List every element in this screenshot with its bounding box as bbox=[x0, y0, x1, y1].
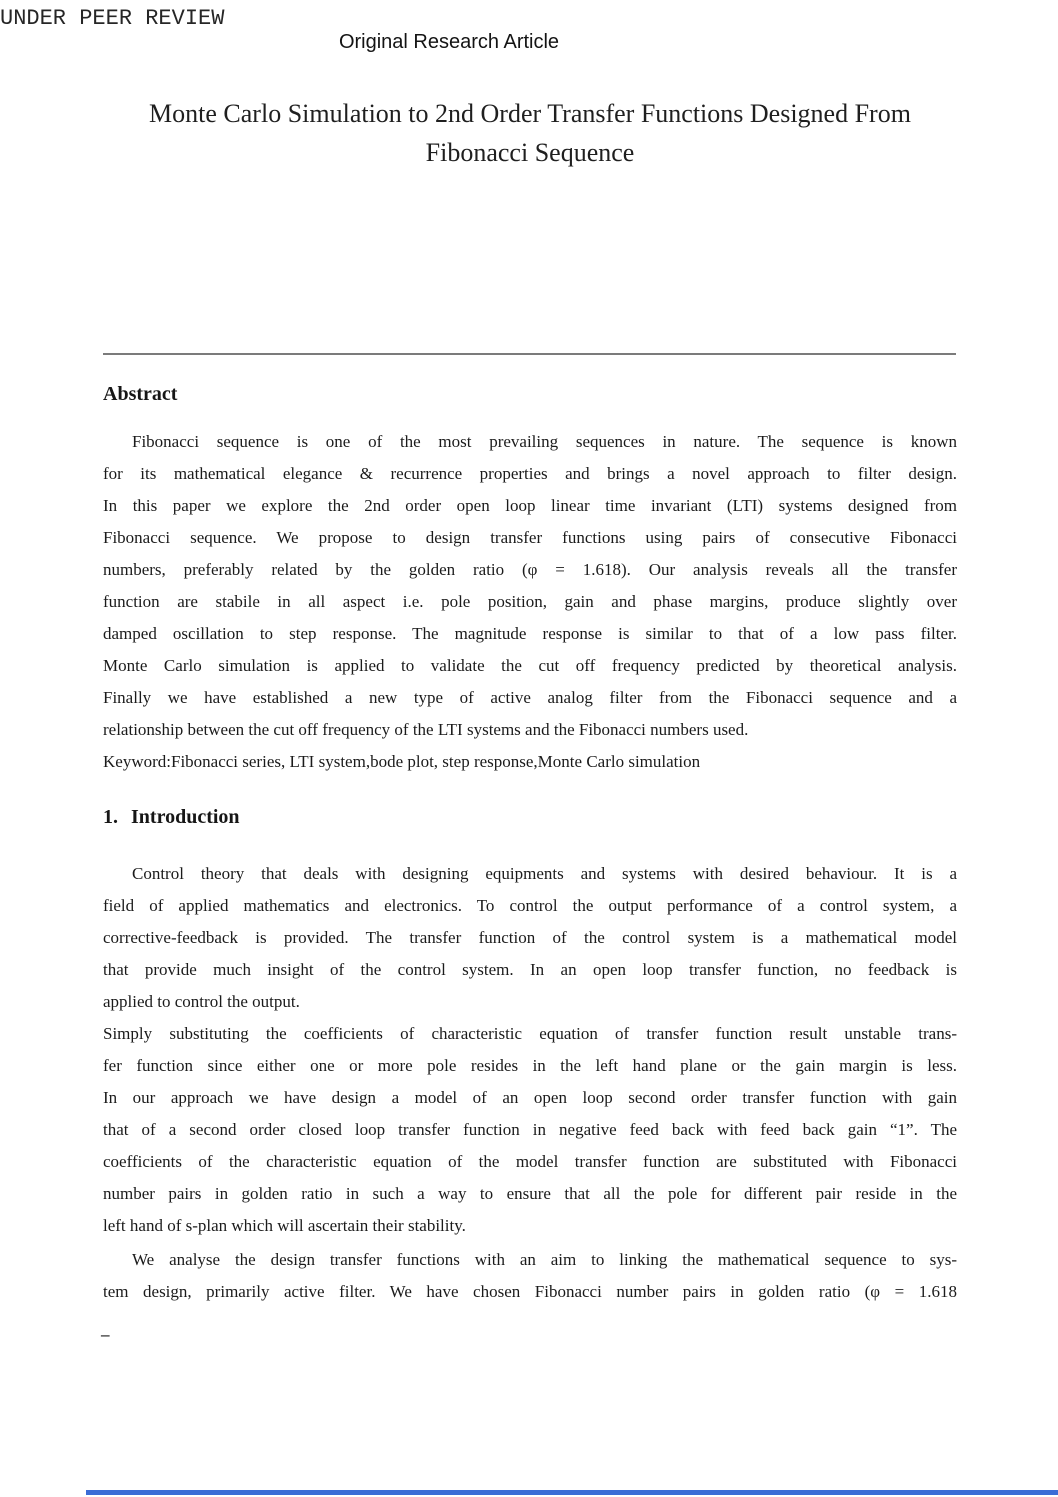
paper-title bbox=[103, 94, 957, 172]
section-title: Introduction bbox=[131, 806, 240, 828]
text-line: In this paper we explore the 2nd order open loop linear time invariant (LTI) systems designed from bbox=[103, 496, 957, 515]
text-line: Finally we have established a new type of active analog filter from the Fibonacci sequence and a bbox=[103, 688, 957, 707]
text-line: Fibonacci sequence. We propose to design transfer functions using pairs of consecutive Fibonacci bbox=[103, 528, 957, 547]
abstract-paragraph bbox=[103, 426, 957, 746]
text-line: number pairs in golden ratio in such a way to ensure that all the pole for different pair reside in the bbox=[103, 1184, 957, 1203]
text-line: applied to control the output. bbox=[103, 992, 300, 1011]
text-line: Control theory that deals with designing equipments and systems with desired behaviour. It is a bbox=[132, 864, 957, 883]
text-line: corrective-feedback is provided. The transfer function of the control system is a mathematical model bbox=[103, 928, 957, 947]
keyword-line: Keyword:Fibonacci series, LTI system,bode plot, step response,Monte Carlo simulation bbox=[103, 752, 701, 771]
text-line: that of a second order closed loop transfer function in negative feed back with feed back gain “1”. The bbox=[103, 1120, 957, 1139]
divider-rule bbox=[103, 353, 956, 355]
text-line: damped oscillation to step response. The magnitude response is similar to that of a low pass filter. bbox=[103, 624, 957, 643]
peer-review-watermark: UNDER PEER REVIEW bbox=[0, 6, 225, 31]
text-line: numbers, preferably related by the golden ratio (φ = 1.618). Our analysis reveals all the transfer bbox=[103, 560, 957, 579]
bottom-accent-bar bbox=[86, 1490, 1058, 1495]
text-line: We analyse the design transfer functions with an aim to linking the mathematical sequence to sys- bbox=[132, 1250, 957, 1269]
text-line: relationship between the cut off frequency of the LTI systems and the Fibonacci numbers used. bbox=[103, 720, 749, 739]
text-line: function are stabile in all aspect i.e. pole position, gain and phase margins, produce slightly over bbox=[103, 592, 957, 611]
text-line: Fibonacci sequence is one of the most prevailing sequences in nature. The sequence is known bbox=[132, 432, 957, 451]
introduction-paragraph-2 bbox=[103, 1018, 957, 1242]
introduction-paragraph-1 bbox=[103, 858, 957, 1018]
abstract-heading: Abstract bbox=[103, 383, 178, 405]
text-line: left hand of s-plan which will ascertain their stability. bbox=[103, 1216, 466, 1235]
text-line: Simply substituting the coefficients of characteristic equation of transfer function result unstable trans- bbox=[103, 1024, 957, 1043]
text-line: tem design, primarily active filter. We have chosen Fibonacci number pairs in golden ratio (φ = 1.618 bbox=[103, 1282, 957, 1301]
text-line: In our approach we have design a model of an open loop second order transfer function with gain bbox=[103, 1088, 957, 1107]
introduction-paragraph-3 bbox=[103, 1244, 957, 1308]
text-line: for its mathematical elegance & recurrence properties and brings a novel approach to filter design. bbox=[103, 464, 957, 483]
text-line: coefficients of the characteristic equation of the model transfer function are substituted with Fibonacci bbox=[103, 1152, 957, 1171]
text-line: Monte Carlo simulation is applied to validate the cut off frequency predicted by theoretical analysis. bbox=[103, 656, 957, 675]
keyword-row bbox=[103, 746, 957, 778]
text-line: that provide much insight of the control system. In an open loop transfer function, no feedback is bbox=[103, 960, 957, 979]
paper-title-line2: Fibonacci Sequence bbox=[425, 138, 635, 167]
text-line: field of applied mathematics and electronics. To control the output performance of a control system, a bbox=[103, 896, 957, 915]
introduction-heading bbox=[103, 806, 240, 829]
article-type-row bbox=[0, 31, 898, 54]
paper-title-line1: Monte Carlo Simulation to 2nd Order Transfer Functions Designed From bbox=[149, 99, 911, 128]
text-line: fer function since either one or more pole resides in the left hand plane or the gain margin is less. bbox=[103, 1056, 957, 1075]
stray-dash: – bbox=[101, 1325, 110, 1344]
section-number: 1. bbox=[103, 806, 118, 828]
article-type-label: Original Research Article bbox=[338, 31, 560, 53]
